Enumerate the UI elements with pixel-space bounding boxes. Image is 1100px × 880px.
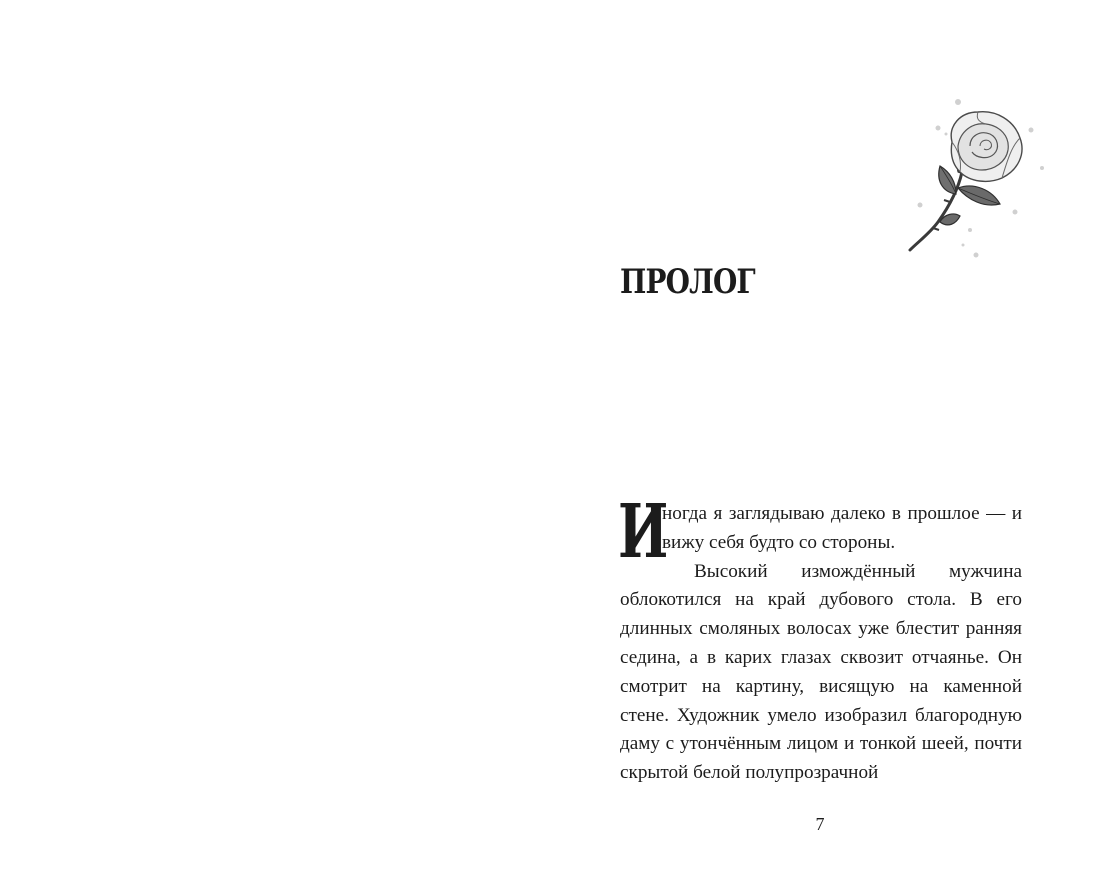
second-paragraph: Высокий измождённый мужчина облокотился на край дубового стола. В его длинных смоляных волосах уже блестит ранняя седина, а в карих глазах сквозит отчаянье. Он смотрит на картину, висящую на каменной стене. Художник умело изобразил благородную даму с утончённым лицом и тонкой шеей, почти скрытой белой полупрозрачной <box>620 560 1022 784</box>
drop-cap: И <box>618 489 669 575</box>
chapter-title: ПРОЛОГ <box>620 262 755 302</box>
page-number: 7 <box>815 814 825 834</box>
body-text <box>618 489 1022 788</box>
first-paragraph <box>618 489 1022 575</box>
rose-icon <box>900 90 1050 260</box>
first-paragraph-text: ногда я заглядываю далеко в прошлое — и вижу себя будто со стороны. <box>662 503 1022 553</box>
